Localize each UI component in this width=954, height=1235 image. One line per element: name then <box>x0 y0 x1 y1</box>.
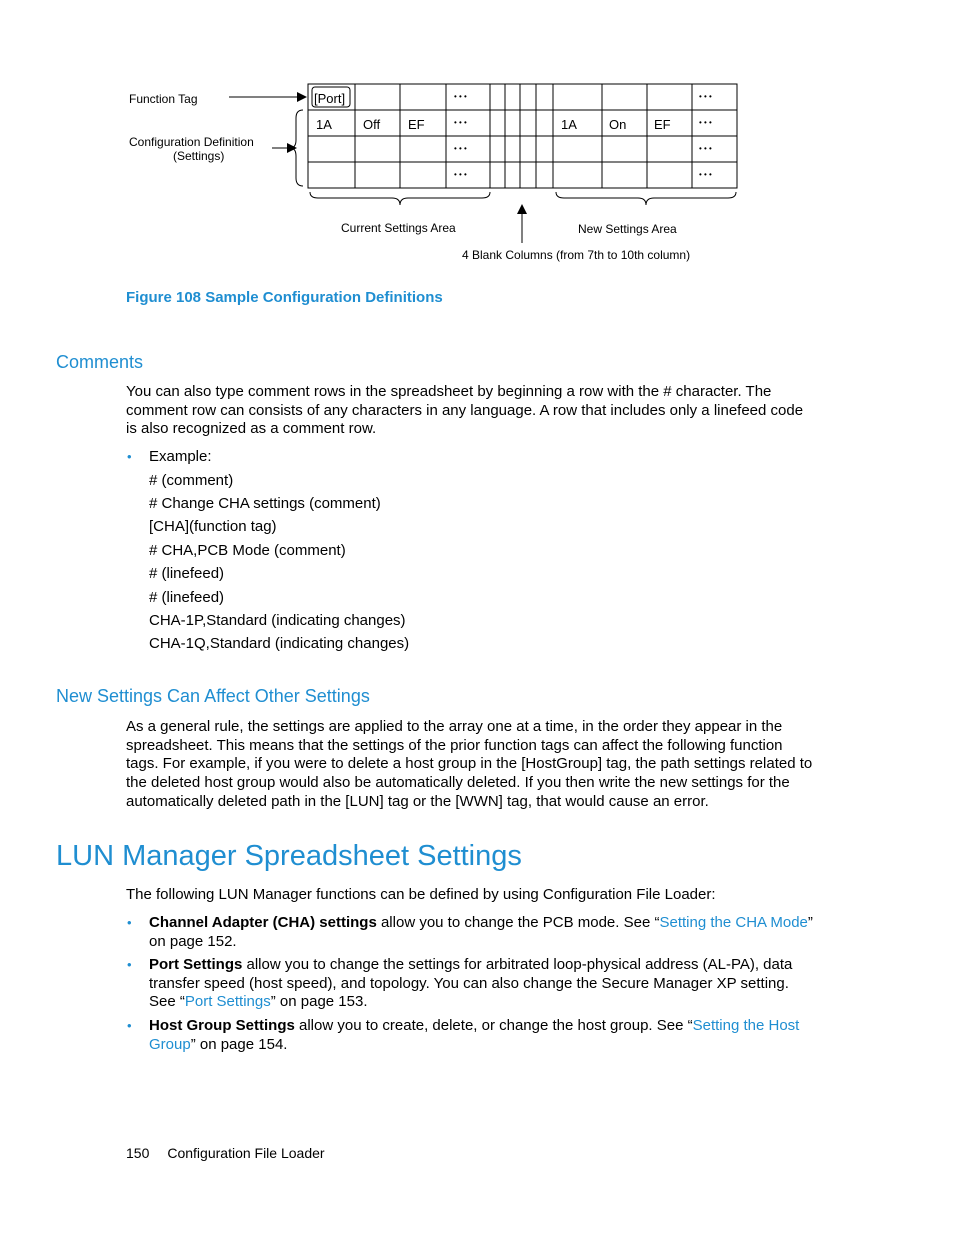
example-line: # (linefeed) <box>149 565 225 582</box>
new-settings-heading: New Settings Can Affect Other Settings <box>56 686 370 706</box>
configuration-definition-figure <box>0 0 954 320</box>
config-def-label: Configuration Definition <box>129 135 254 149</box>
example-bullet <box>127 448 819 467</box>
example-line: # (linefeed) <box>149 589 225 606</box>
port-settings-link[interactable]: Port Settings <box>184 993 271 1011</box>
function-tag-label: Function Tag <box>129 92 198 106</box>
setting-cha-mode-link[interactable]: Setting the CHA Mode <box>659 914 808 931</box>
cell-current-ef: EF <box>408 117 425 132</box>
cell-port: [Port] <box>314 91 346 106</box>
setting-host-group-link[interactable]: Setting the Host Group <box>149 1017 800 1053</box>
bullet-text: ” on page 154. <box>190 1035 288 1053</box>
example-line: # (comment) <box>149 472 234 489</box>
footer-section-title: Configuration File Loader <box>167 1145 325 1161</box>
host-group-settings-bullet <box>127 1017 819 1054</box>
bullet-icon: • <box>127 449 132 464</box>
ellipsis-cell: • • • <box>699 92 712 101</box>
bullet-text: ” on page 152. <box>149 914 813 950</box>
example-line: CHA-1P,Standard (indicating changes) <box>149 612 406 629</box>
current-settings-area-label: Current Settings Area <box>341 221 456 235</box>
example-line: # CHA,PCB Mode (comment) <box>149 542 346 559</box>
cell-current-1a: 1A <box>316 117 332 132</box>
ellipsis-cell: • • • <box>699 144 712 153</box>
cell-new-on: On <box>609 117 627 132</box>
example-line: [CHA](function tag) <box>149 518 277 535</box>
comments-heading: Comments <box>56 352 144 372</box>
ellipsis-cell: • • • <box>699 118 712 127</box>
example-label: Example: <box>149 448 212 465</box>
new-settings-area-label: New Settings Area <box>578 222 677 236</box>
config-def-sublabel: (Settings) <box>173 149 225 163</box>
bullet-icon: • <box>127 1018 132 1033</box>
bullet-bold-term: Host Group Settings <box>149 1017 295 1034</box>
bullet-text: ” on page 153. <box>270 993 368 1011</box>
cell-new-ef: EF <box>654 117 671 132</box>
ellipsis-cell: • • • <box>699 170 712 179</box>
example-line: CHA-1Q,Standard (indicating changes) <box>149 635 410 652</box>
example-line: # Change CHA settings (comment) <box>149 495 381 512</box>
bullet-icon: • <box>127 957 132 972</box>
bullet-text: allow you to change the PCB mode. See “ <box>376 914 660 931</box>
bullet-bold-term: Port Settings <box>149 956 243 973</box>
ellipsis-cell: • • • <box>454 144 467 153</box>
lun-intro-paragraph: The following LUN Manager functions can be defined by using Configuration File Loader: <box>126 886 716 903</box>
blank-columns-label: 4 Blank Columns (from 7th to 10th column) <box>462 248 691 262</box>
cell-new-1a: 1A <box>561 117 577 132</box>
ellipsis-cell: • • • <box>454 170 467 179</box>
comments-paragraph: You can also type comment rows in the spreadsheet by beginning a row with the # character. The comment row can consists of any characters in any language. A row that includes only a linefeed code is also recognized as a comment row. <box>126 383 804 438</box>
new-settings-paragraph: As a general rule, the settings are applied to the array one at a time, in the order they appear in the spreadsheet. This means that the settings of the prior function tags can affect the following function tags. For example, if you were to delete a host group in the [HostGroup] tag, the path settings related to the deleted host group would also be automatically deleted. If you then write the new settings for the automatically deleted path in the [LUN] tag or the [WWN] tag, that would cause an error. <box>126 718 813 810</box>
page-number: 150 <box>126 1145 150 1161</box>
bullet-icon: • <box>127 915 132 930</box>
ellipsis-cell: • • • <box>454 92 467 101</box>
bullet-bold-term: Channel Adapter (CHA) settings <box>149 914 377 931</box>
lun-manager-heading: LUN Manager Spreadsheet Settings <box>56 840 522 872</box>
cell-current-off: Off <box>363 117 381 132</box>
bullet-text: allow you to create, delete, or change the host group. See “ <box>294 1017 693 1034</box>
page-footer <box>126 1145 343 1161</box>
ellipsis-cell: • • • <box>454 118 467 127</box>
port-settings-bullet <box>127 956 819 1012</box>
figure-caption: Figure 108 Sample Configuration Definitions <box>126 289 443 306</box>
cha-settings-bullet <box>127 914 819 951</box>
bullet-text: allow you to change the settings for arbitrated loop-physical address (AL-PA), data transfer speed (host speed), and topology. You can also change the Secure Manager XP setting. See “ <box>149 956 793 1011</box>
